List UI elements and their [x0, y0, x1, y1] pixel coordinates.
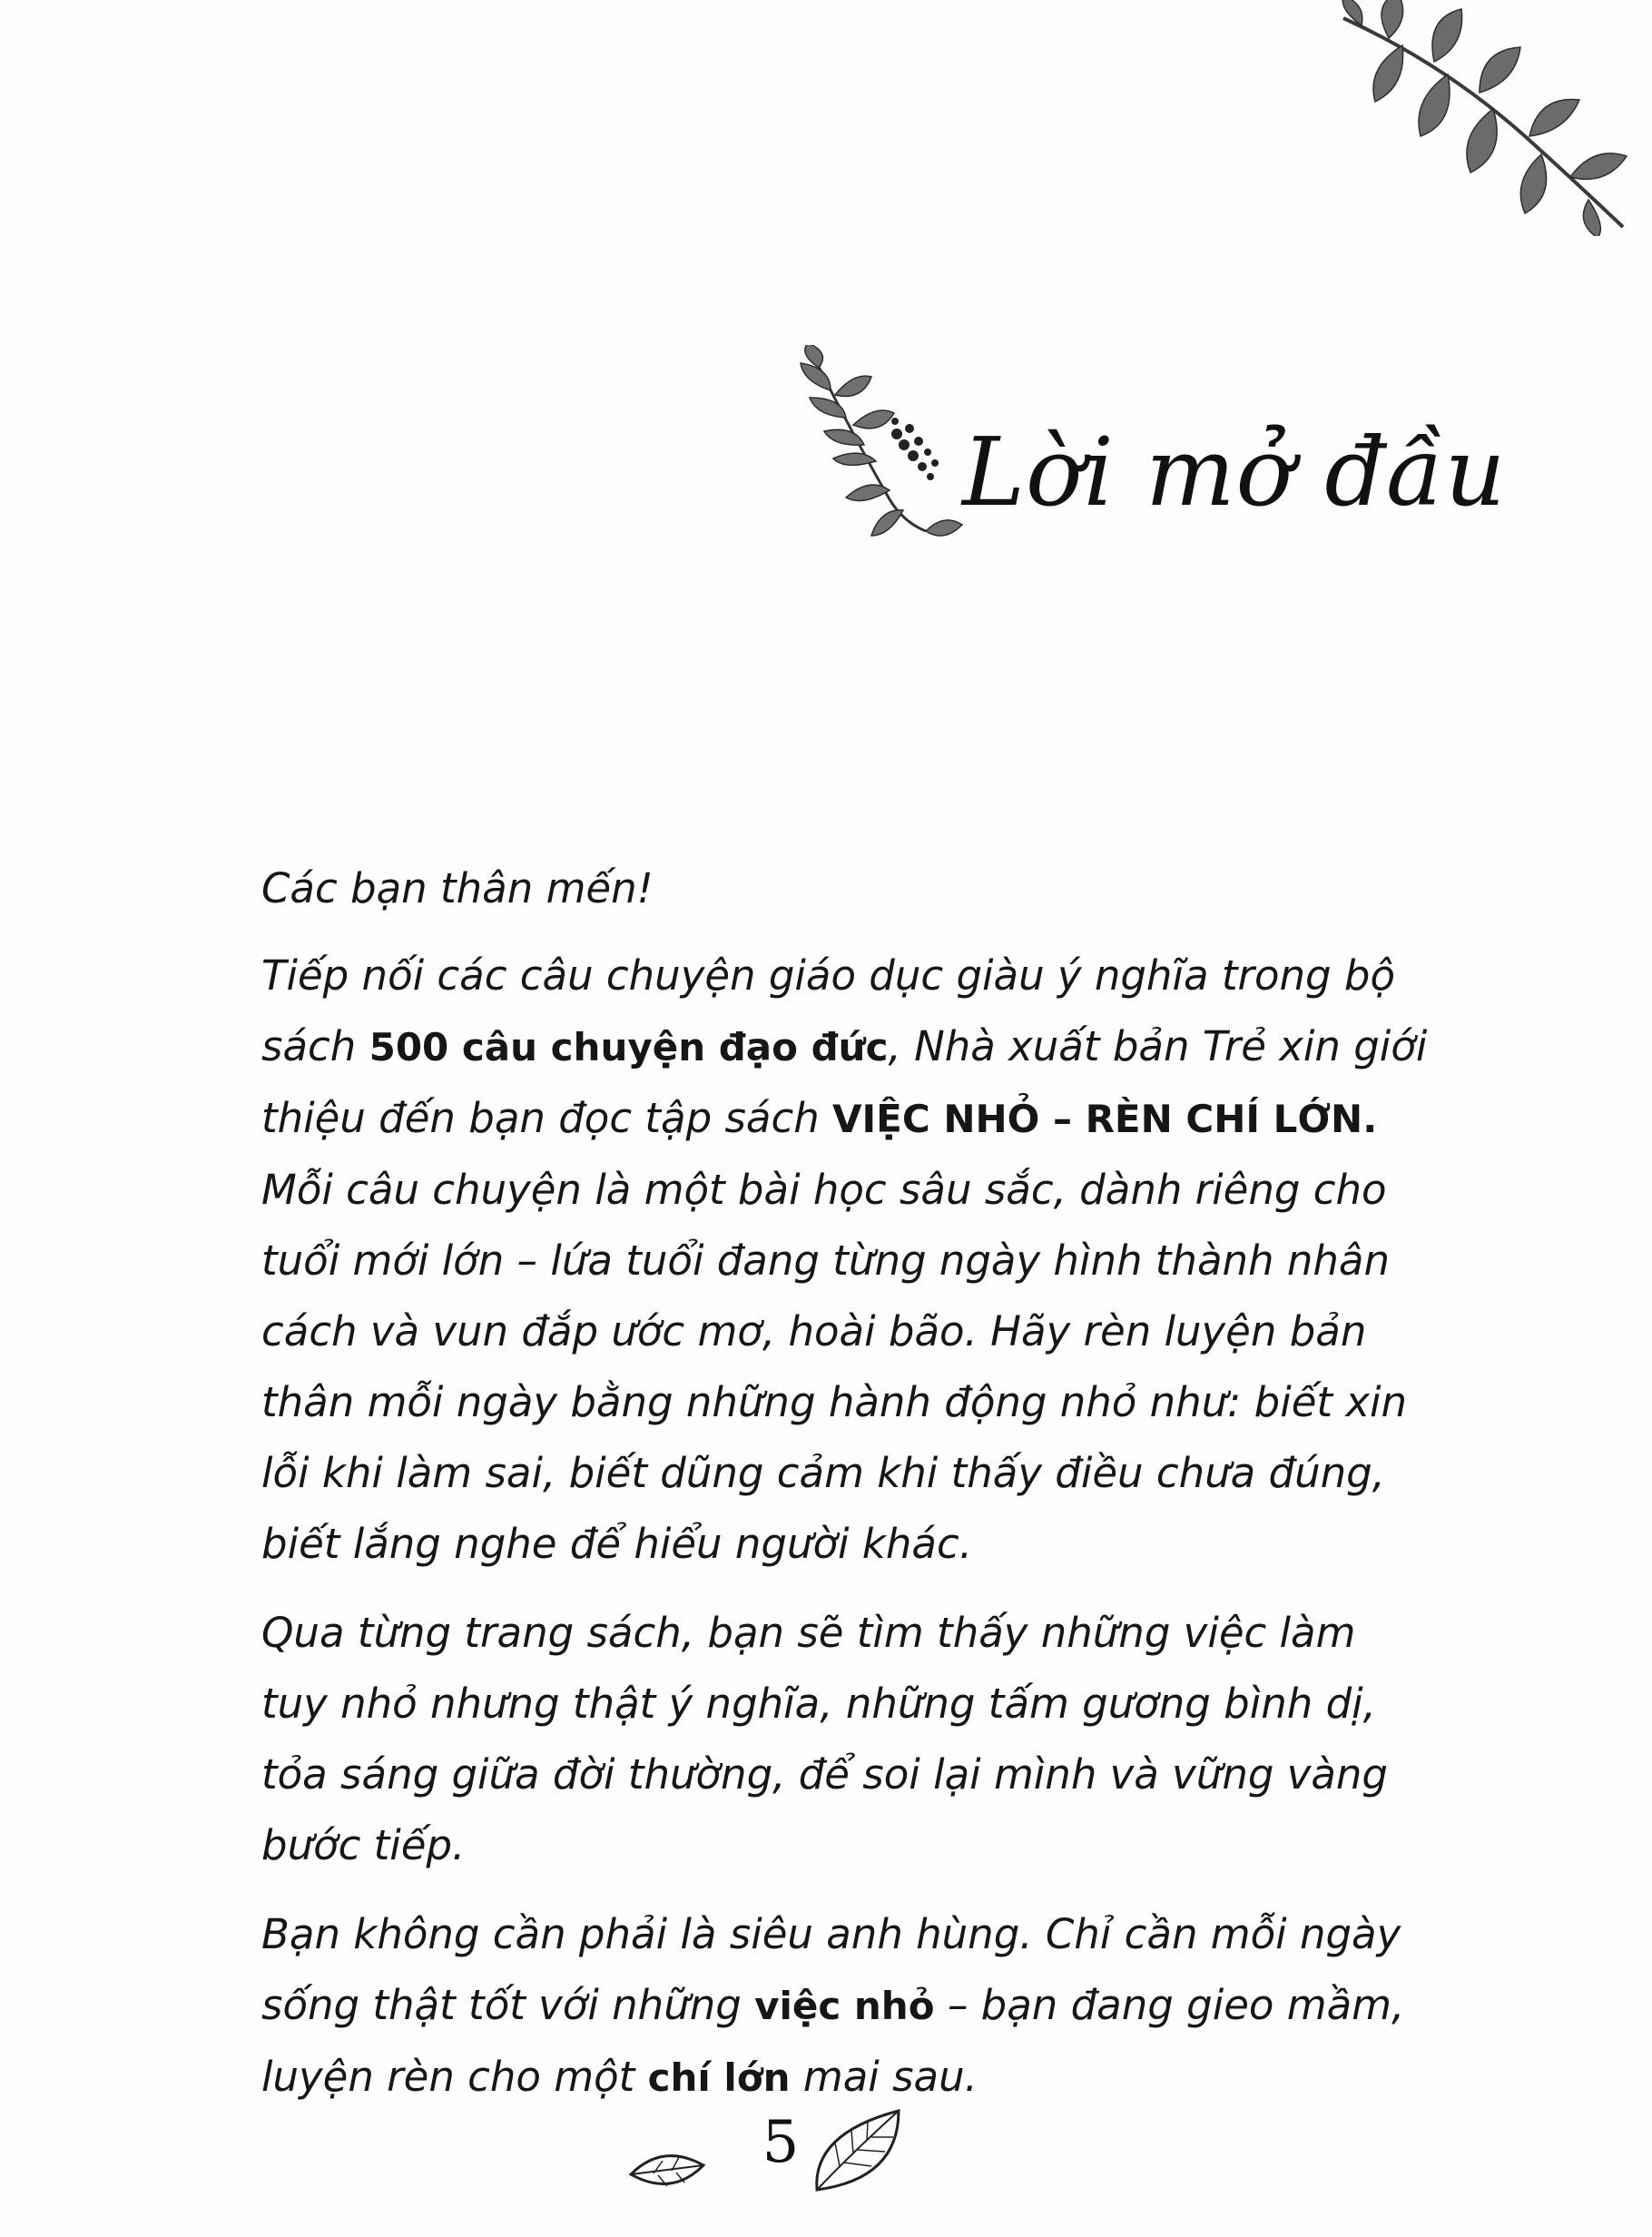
- page-title: Lời mở đầu: [962, 417, 1507, 527]
- series-title: 500 câu chuyện đạo đức: [369, 1025, 889, 1069]
- page-footer: [626, 2106, 1026, 2206]
- paragraph-purpose: Qua từng trang sách, bạn sẽ tìm thấy những việc làm tuy nhỏ nhưng thật ý nghĩa, những tấm gương bình dị, tỏa sáng giữa đời thường, để soi lại mình và vững vàng bước tiếp.: [261, 1609, 1388, 1869]
- paragraph-text: , Nhà xuất bản Trẻ xin giới thiệu đến bạn đọc tập sách: [261, 1022, 1428, 1142]
- leaf-icon: [626, 2143, 708, 2197]
- paragraph-text: – bạn đang gieo mầm, luyện rèn cho một: [261, 1981, 1405, 2101]
- paragraph-text: Bạn không cần phải là siêu anh hùng. Chỉ cần mỗi ngày sống thật tốt với những: [261, 1910, 1401, 2029]
- chapter-heading: [790, 345, 1507, 581]
- leafy-branch-icon: [1334, 0, 1634, 236]
- page-number: 5: [762, 2109, 800, 2176]
- leaf-sprig-icon: [790, 345, 971, 545]
- paragraph-closing: [261, 1899, 1432, 2114]
- leaf-icon: [808, 2106, 908, 2197]
- emphasis-great-will: chí lớn: [647, 2055, 791, 2100]
- paragraph-text: mai sau.: [790, 2053, 978, 2101]
- paragraph-intro: [261, 941, 1432, 1580]
- book-title: VIỆC NHỎ – RÈN CHÍ LỚN.: [832, 1097, 1378, 1141]
- paragraph-text: Mỗi câu chuyện là một bài học sâu sắc, dành riêng cho tuổi mới lớn – lứa tuổi đang từng ngày hình thành nhân cách và vun đắp ước mơ, hoài bão. Hãy rèn luyện bản thân mỗi ngày bằng những hành động nhỏ như: biết xin lỗi khi làm sai, biết dũng cảm khi thấy điều chưa đúng, biết lắng nghe để hiểu người khác.: [261, 1166, 1407, 1568]
- emphasis-small-deeds: việc nhỏ: [754, 1984, 935, 2028]
- paragraph-text: Tiếp nối các câu chuyện giáo dục giàu ý nghĩa trong bộ sách: [261, 951, 1395, 1070]
- greeting: Các bạn thân mến!: [261, 864, 654, 912]
- preface-text: [261, 853, 1432, 2132]
